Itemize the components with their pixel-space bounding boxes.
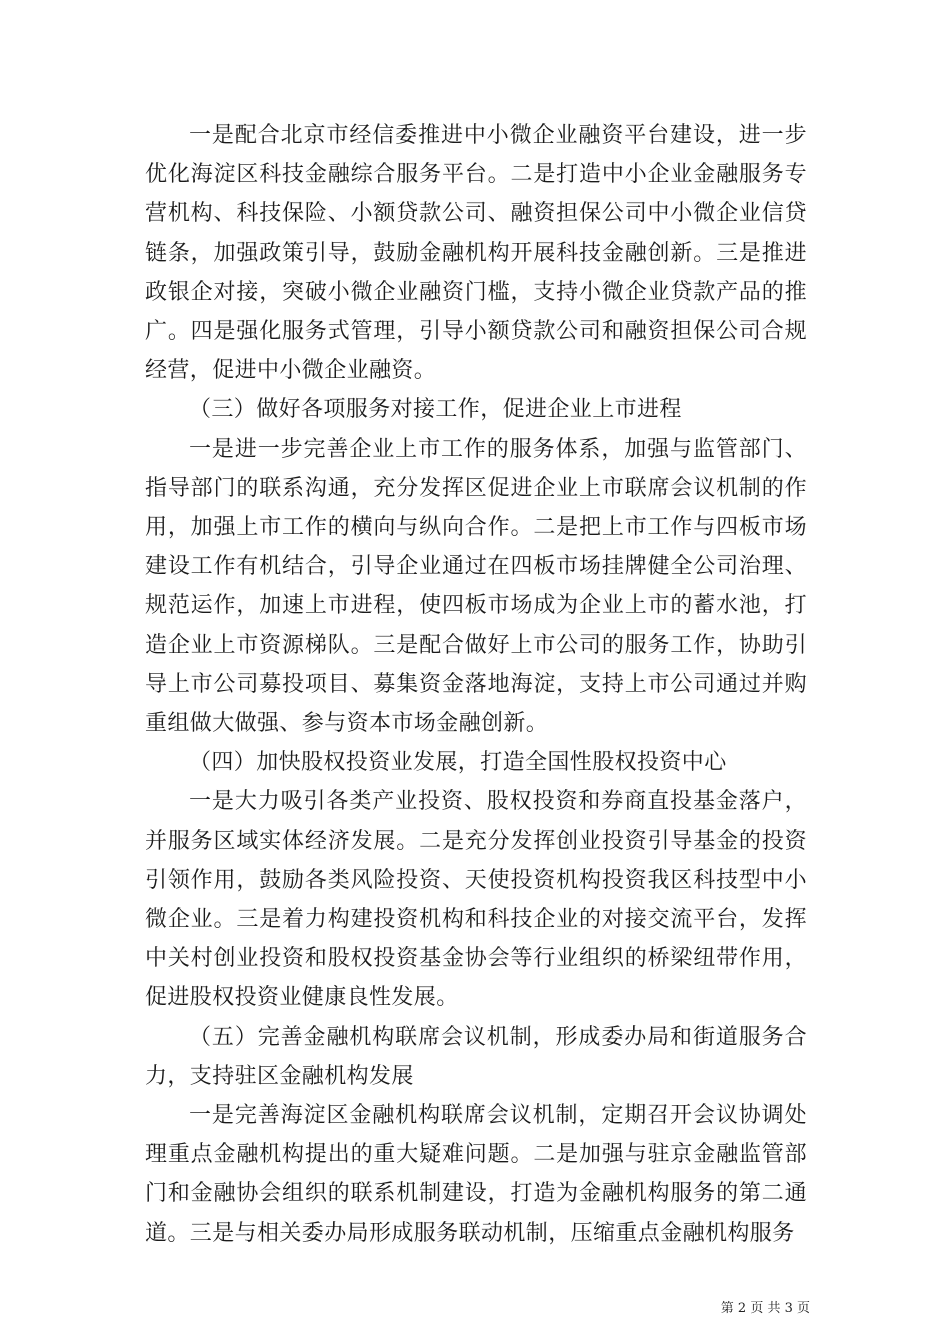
paragraph-joint-meeting: 一是完善海淀区金融机构联席会议机制，定期召开会议协调处理重点金融机构提出的重大疑难问题。二是加强与驻京金融监管部门和金融协会组织的联系机制建设，打造为金融机构服务的第二通道。三是与相关委办局形成服务联动机制，压缩重点金融机构服务: [145, 1103, 807, 1246]
paragraph-listing-services: 一是进一步完善企业上市工作的服务体系，加强与监管部门、指导部门的联系沟通，充分发挥区促进企业上市联席会议机制的作用，加强上市工作的横向与纵向合作。二是把上市工作与四板市场建设工作有机结合，引导企业通过在四板市场挂牌健全公司治理、规范运作，加速上市进程，使四板市场成为企业上市的蓄水池，打造企业上市资源梯队。三是配合做好上市公司的服务工作，协助引导上市公司募投项目、募集资金落地海淀，支持上市公司通过并购重组做大做强、参与资本市场金融创新。: [145, 436, 807, 737]
section-heading-3: （三）做好各项服务对接工作，促进企业上市进程: [189, 397, 682, 423]
section-heading-5: （五）完善金融机构联席会议机制，形成委办局和街道服务合力，支持驻区金融机构发展: [145, 1024, 807, 1089]
paragraph-equity-investment: 一是大力吸引各类产业投资、股权投资和券商直投基金落户，并服务区域实体经济发展。二是充分发挥创业投资引导基金的投资引领作用，鼓励各类风险投资、天使投资机构投资我区科技型中小微企业。三是着力构建投资机构和科技企业的对接交流平台，发挥中关村创业投资和股权投资基金协会等行业组织的桥梁纽带作用，促进股权投资业健康良性发展。: [145, 789, 807, 1011]
section-heading-4: （四）加快股权投资业发展，打造全国性股权投资中心: [189, 750, 727, 776]
paragraph-financing-platform: 一是配合北京市经信委推进中小微企业融资平台建设，进一步优化海淀区科技金融综合服务平台。二是打造中小企业金融服务专营机构、科技保险、小额贷款公司、融资担保公司中小微企业信贷链条，加强政策引导，鼓励金融机构开展科技金融创新。三是推进政银企对接，突破小微企业融资门槛，支持小微企业贷款产品的推广。四是强化服务式管理，引导小额贷款公司和融资担保公司合规经营，促进中小微企业融资。: [145, 123, 807, 384]
page-number-footer: 第 2 页 共 3 页: [720, 1301, 810, 1316]
document-body: [145, 116, 807, 1253]
